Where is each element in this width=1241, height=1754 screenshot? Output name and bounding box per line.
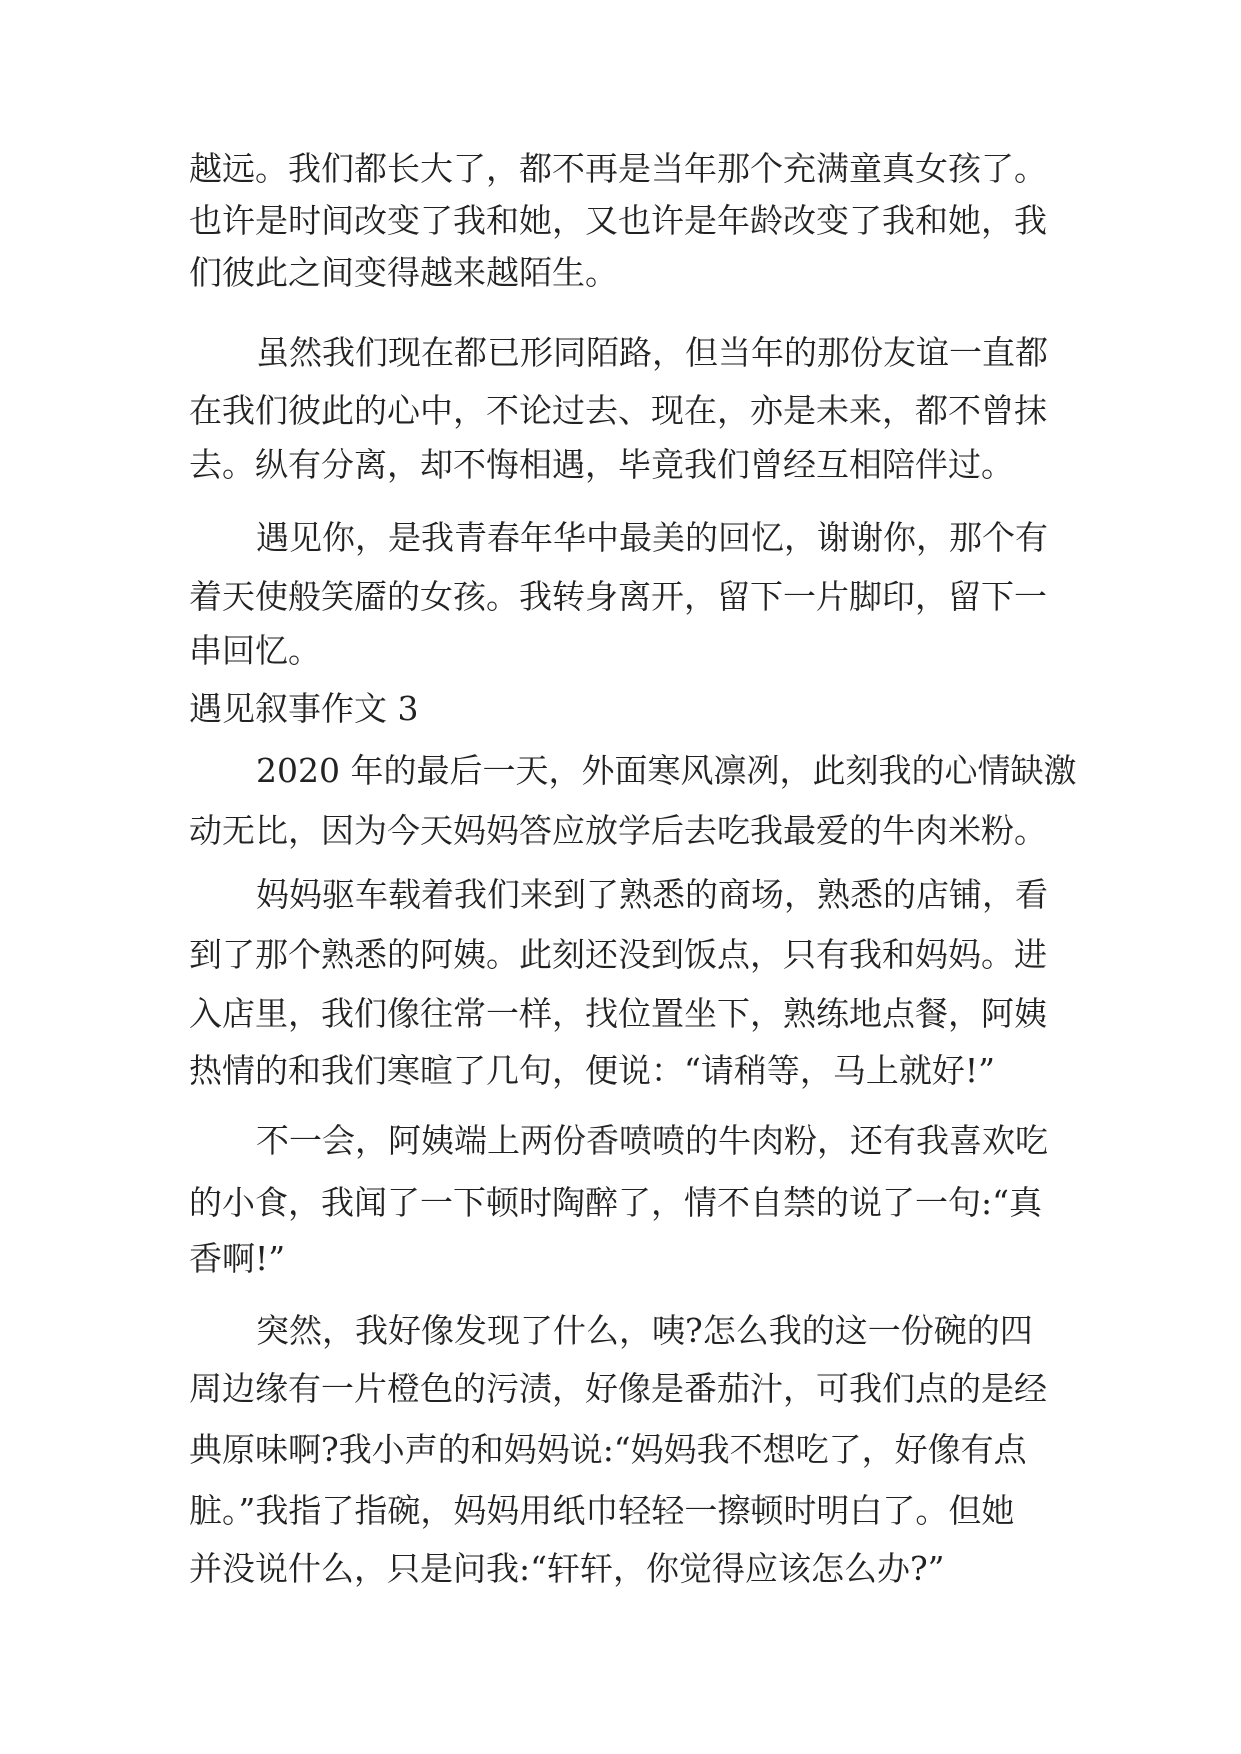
body-line: 周边缘有一片橙色的污渍，好像是番茄汁，可我们点的是经 bbox=[189, 1369, 1047, 1408]
body-line: 去。纵有分离，却不悔相遇，毕竟我们曾经互相陪伴过。 bbox=[189, 445, 1014, 484]
body-line: 入店里，我们像往常一样，找位置坐下，熟练地点餐，阿姨 bbox=[189, 994, 1047, 1033]
body-line: 们彼此之间变得越来越陌生。 bbox=[189, 253, 618, 292]
body-line: 也许是时间改变了我和她，又也许是年龄改变了我和她，我 bbox=[189, 201, 1047, 240]
body-line: 在我们彼此的心中，不论过去、现在，亦是未来，都不曾抹 bbox=[189, 391, 1047, 430]
section-heading: 遇见叙事作文 3 bbox=[189, 689, 419, 728]
body-line: 并没说什么，只是问我:“轩轩，你觉得应该怎么办?” bbox=[189, 1549, 945, 1588]
body-line: 串回忆。 bbox=[189, 631, 321, 670]
paragraph-first-line: 遇见你，是我青春年华中最美的回忆，谢谢你，那个有 bbox=[256, 518, 1048, 557]
body-line: 热情的和我们寒暄了几句，便说：“请稍等，马上就好!” bbox=[189, 1051, 996, 1090]
body-line: 着天使般笑靥的女孩。我转身离开，留下一片脚印，留下一 bbox=[189, 577, 1047, 616]
paragraph-first-line: 妈妈驱车载着我们来到了熟悉的商场，熟悉的店铺，看 bbox=[256, 875, 1048, 914]
body-line: 典原味啊?我小声的和妈妈说:“妈妈我不想吃了，好像有点 bbox=[189, 1430, 1027, 1469]
paragraph-first-line: 虽然我们现在都已形同陌路，但当年的那份友谊一直都 bbox=[256, 333, 1048, 372]
body-line: 脏。”我指了指碗，妈妈用纸巾轻轻一擦顿时明白了。但她 bbox=[189, 1491, 1015, 1530]
paragraph-first-line: 不一会，阿姨端上两份香喷喷的牛肉粉，还有我喜欢吃 bbox=[256, 1121, 1048, 1160]
body-line: 的小食，我闻了一下顿时陶醉了，情不自禁的说了一句:“真 bbox=[189, 1183, 1042, 1222]
paragraph-first-line: 2020 年的最后一天，外面寒风凛冽，此刻我的心情缺激 bbox=[256, 751, 1077, 790]
body-line: 到了那个熟悉的阿姨。此刻还没到饭点，只有我和妈妈。进 bbox=[189, 935, 1047, 974]
paragraph-first-line: 突然，我好像发现了什么，咦?怎么我的这一份碗的四 bbox=[256, 1311, 1033, 1350]
body-line: 越远。我们都长大了，都不再是当年那个充满童真女孩了。 bbox=[189, 149, 1047, 188]
body-line: 动无比，因为今天妈妈答应放学后去吃我最爱的牛肉米粉。 bbox=[189, 811, 1047, 850]
body-line: 香啊!” bbox=[189, 1239, 286, 1278]
